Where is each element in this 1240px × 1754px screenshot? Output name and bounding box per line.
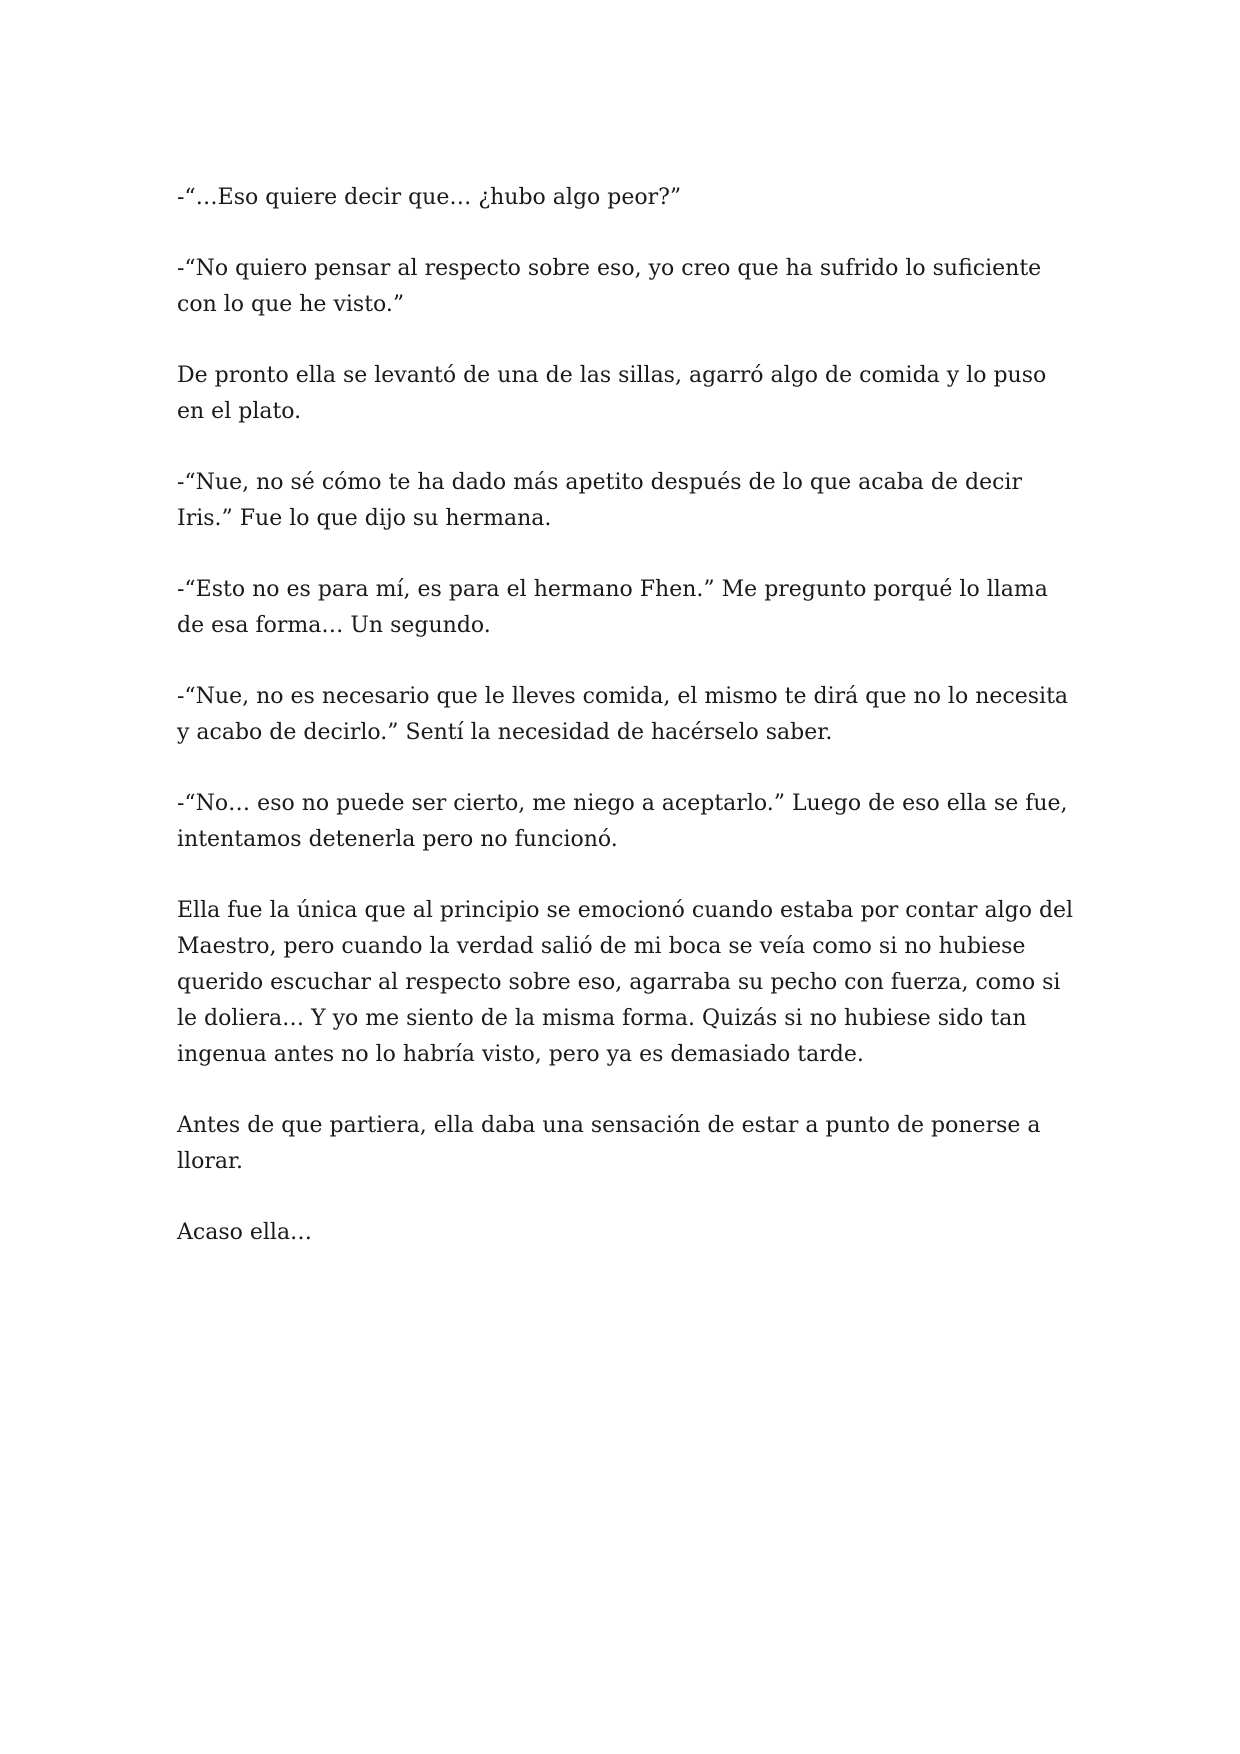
paragraph-9: Antes de que partiera, ella daba una sensación de estar a punto de ponerse a llorar. — [177, 1113, 1041, 1174]
paragraph-8: Ella fue la única que al principio se emocionó cuando estaba por contar algo del Maestro, pero cuando la verdad salió de mi boca se veía como si no hubiese querido escuchar al respecto sobre eso, agarraba su pecho con fuerza, como si le doliera… Y yo me siento de la misma forma. Quizás si no hubiese sido tan ingenua antes no lo habría visto, pero ya es demasiado tarde. — [177, 898, 1074, 1067]
paragraph-3: De pronto ella se levantó de una de las sillas, agarró algo de comida y lo puso en el plato. — [177, 363, 1047, 424]
document-body — [177, 180, 1077, 1286]
paragraph-1: -“…Eso quiere decir que… ¿hubo algo peor?” — [177, 185, 682, 210]
paragraph-5: -“Esto no es para mí, es para el hermano Fhen.” Me pregunto porqué lo llama de esa forma… Un segundo. — [177, 577, 1048, 638]
paragraph-2: -“No quiero pensar al respecto sobre eso, yo creo que ha sufrido lo suficiente con lo que he visto.” — [177, 256, 1042, 317]
paragraph-6: -“Nue, no es necesario que le lleves comida, el mismo te dirá que no lo necesita y acabo de decirlo.” Sentí la necesidad de hacérselo saber. — [177, 684, 1069, 745]
paragraph-4: -“Nue, no sé cómo te ha dado más apetito después de lo que acaba de decir Iris.” Fue lo que dijo su hermana. — [177, 470, 1022, 531]
paragraph-7: -“No… eso no puede ser cierto, me niego a aceptarlo.” Luego de eso ella se fue, intentamos detenerla pero no funcionó. — [177, 791, 1068, 852]
paragraph-10: Acaso ella… — [177, 1220, 313, 1245]
